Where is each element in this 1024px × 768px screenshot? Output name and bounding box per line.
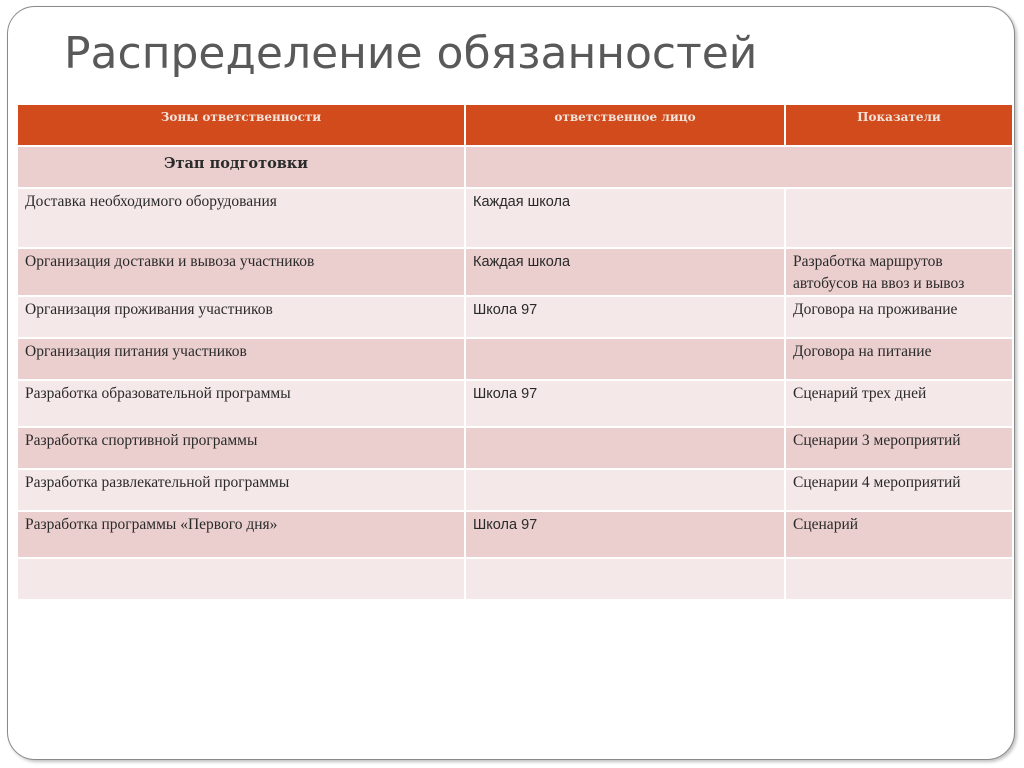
indicator-cell: Сценарии 4 мероприятий [785,469,1013,511]
zone-cell: Разработка образовательной программы [17,380,465,427]
table-row [17,338,1013,380]
table-row [17,427,1013,469]
person-cell: Школа 97 [465,296,785,338]
person-cell [465,469,785,511]
zone-cell: Разработка спортивной программы [17,427,465,469]
zone-cell [17,558,465,600]
stage-row [17,146,1013,188]
person-cell [465,338,785,380]
table-row [17,558,1013,600]
zone-cell: Организация проживания участников [17,296,465,338]
table-row [17,248,1013,296]
indicator-cell: Сценарии 3 мероприятий [785,427,1013,469]
zone-cell: Разработка развлекательной программы [17,469,465,511]
person-cell: Школа 97 [465,380,785,427]
header-indicators: Показатели [785,104,1013,146]
zone-cell: Доставка необходимого оборудования [17,188,465,248]
header-zones: Зоны ответственности [17,104,465,146]
person-cell [465,558,785,600]
table-row [17,380,1013,427]
table-row [17,296,1013,338]
table-row [17,511,1013,558]
slide-title: Распределение обязанностей [64,28,758,79]
table-row [17,469,1013,511]
indicator-cell: Сценарий [785,511,1013,558]
stage-empty-cell [465,146,1013,188]
header-responsible: ответственное лицо [465,104,785,146]
indicator-cell: Договора на питание [785,338,1013,380]
indicator-cell: Сценарий трех дней [785,380,1013,427]
indicator-cell [785,188,1013,248]
person-cell [465,427,785,469]
zone-cell: Организация питания участников [17,338,465,380]
indicator-cell [785,558,1013,600]
person-cell: Каждая школа [465,188,785,248]
indicator-cell: Договора на проживание [785,296,1013,338]
stage-label: Этап подготовки [17,146,465,188]
table-row [17,188,1013,248]
person-cell: Школа 97 [465,511,785,558]
table-header-row [17,104,1013,146]
zone-cell: Организация доставки и вывоза участников [17,248,465,296]
duties-table [16,103,1014,601]
indicator-cell: Разработка маршрутов автобусов на ввоз и вывоз [785,248,1013,296]
person-cell: Каждая школа [465,248,785,296]
zone-cell: Разработка программы «Первого дня» [17,511,465,558]
